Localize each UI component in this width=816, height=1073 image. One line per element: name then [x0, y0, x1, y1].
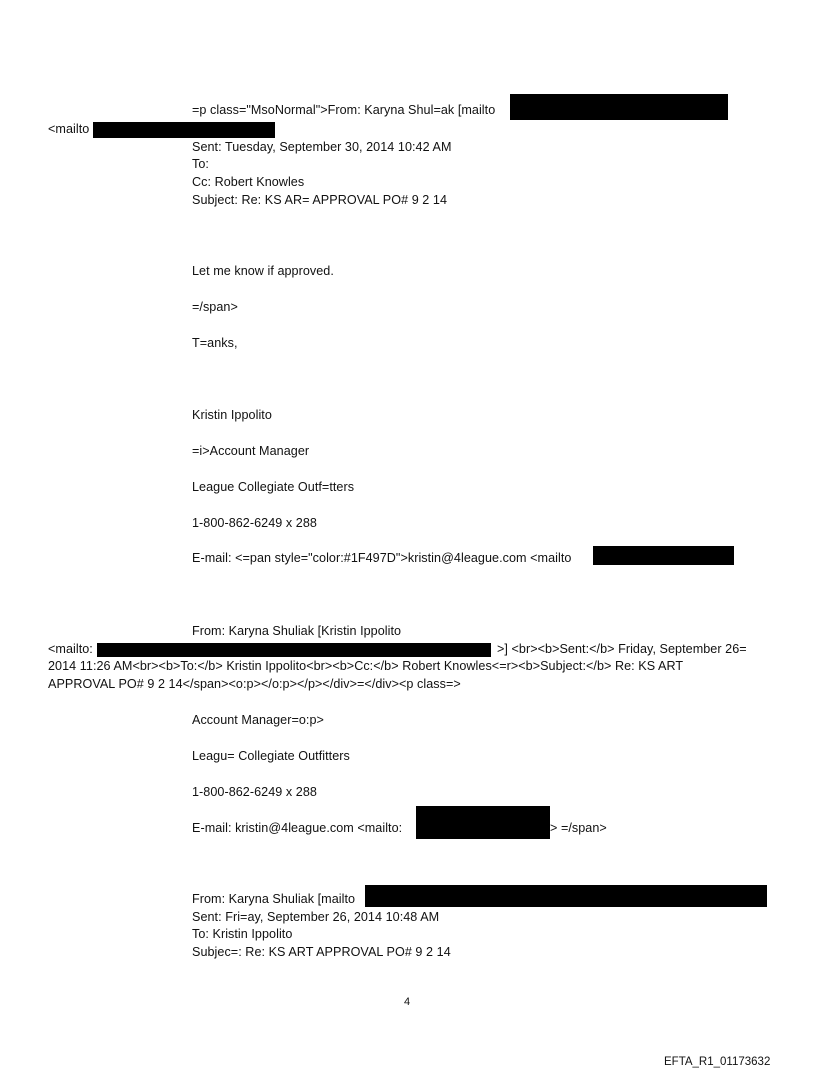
- email-to-line: To: Kristin Ippolito: [192, 927, 293, 941]
- redaction-box: [416, 806, 550, 839]
- email-sent-line: Sent: Tuesday, September 30, 2014 10:42 AM: [192, 140, 452, 154]
- mailto-continuation: <mailto:: [48, 642, 93, 656]
- signature-email-end: > =/span>: [550, 821, 607, 835]
- redaction-box: [93, 122, 275, 138]
- signature-name: Kristin Ippolito: [192, 408, 272, 422]
- body-thanks-text: T=anks,: [192, 336, 238, 350]
- redaction-box: [510, 94, 728, 120]
- body-span-text: =/span>: [192, 300, 238, 314]
- redaction-box: [97, 643, 491, 657]
- body-approval-text: Let me know if approved.: [192, 264, 334, 278]
- signature-phone: 1-800-862-6249 x 288: [192, 516, 317, 530]
- email-from-line: From: Karyna Shuliak [Kristin Ippolito: [192, 624, 402, 638]
- signature-email: E-mail: kristin@4league.com <mailto:: [192, 821, 403, 835]
- email-from-line: =p class="MsoNormal">From: Karyna Shul=ak [mailto: [192, 103, 496, 117]
- signature-email: E-mail: <=pan style="color:#1F497D">kristin@4league.com <mailto: [192, 551, 572, 565]
- raw-header-text: 2014 11:26 AM<br><b>To:</b> Kristin Ippolito<br><b>Cc:</b> Robert Knowles<=r><b>Subject:</b> Re: KS ART: [48, 659, 684, 673]
- email-to-line: To:: [192, 157, 209, 171]
- signature-title: Account Manager=o:p>: [192, 713, 324, 727]
- email-subject-line: Subject: Re: KS AR= APPROVAL PO# 9 2 14: [192, 193, 448, 207]
- signature-company: League Collegiate Outf=tters: [192, 480, 355, 494]
- email-cc-line: Cc: Robert Knowles: [192, 175, 305, 189]
- bates-number: EFTA_R1_01173632: [664, 1056, 771, 1068]
- redaction-box: [365, 885, 767, 907]
- raw-header-text: APPROVAL PO# 9 2 14</span><o:p></o:p></p></div>=</div><p class=>: [48, 677, 461, 691]
- redaction-box: [593, 546, 734, 565]
- raw-header-text: >] <br><b>Sent:</b> Friday, September 26=: [497, 642, 747, 656]
- email-subject-line: Subjec=: Re: KS ART APPROVAL PO# 9 2 14: [192, 945, 451, 959]
- email-sent-line: Sent: Fri=ay, September 26, 2014 10:48 AM: [192, 910, 440, 924]
- email-from-line: From: Karyna Shuliak [mailto: [192, 892, 356, 906]
- mailto-continuation: <mailto: [48, 122, 90, 136]
- signature-company: Leagu= Collegiate Outfitters: [192, 749, 350, 763]
- signature-title: =i>Account Manager: [192, 444, 310, 458]
- page-number: 4: [404, 996, 411, 1008]
- signature-phone: 1-800-862-6249 x 288: [192, 785, 317, 799]
